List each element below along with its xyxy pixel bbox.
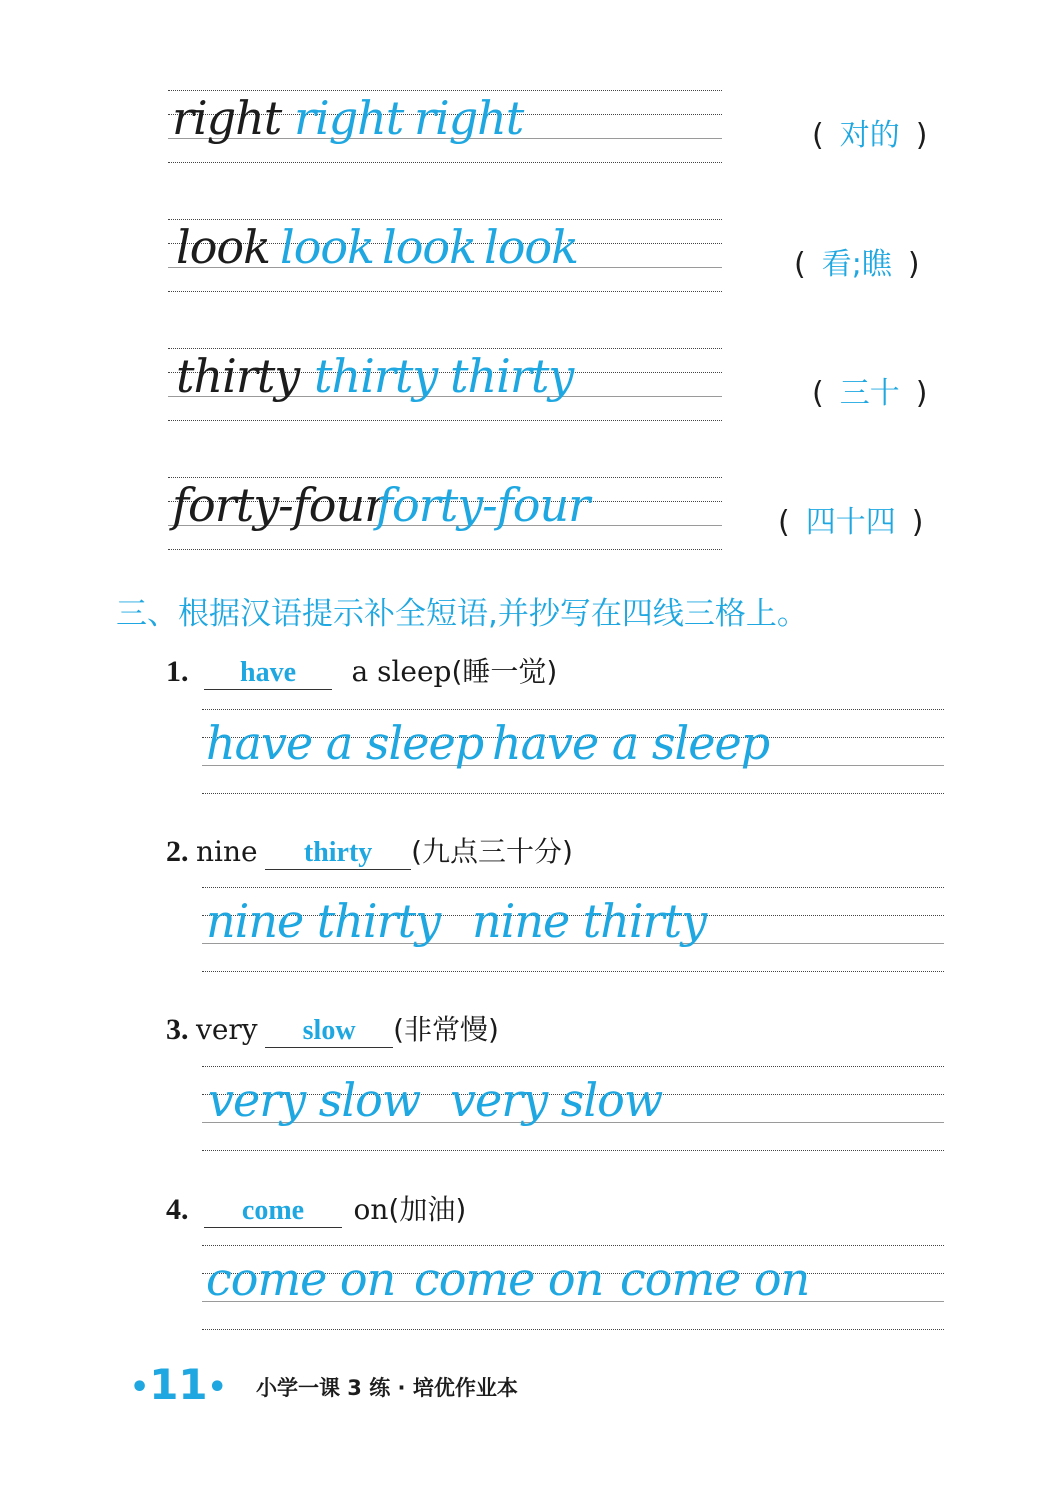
meaning-label: ( 四十四 )	[778, 505, 924, 540]
copy-word: look	[280, 220, 374, 274]
meaning-label: ( 对的 )	[812, 118, 928, 153]
question-number: 2.	[166, 835, 189, 868]
answer-blank: thirty	[265, 837, 411, 870]
copy-word: forty-four	[376, 478, 590, 532]
copy-word: thirty	[450, 349, 574, 403]
model-word: right	[172, 91, 282, 145]
copy-phrase: nine thirty	[472, 894, 707, 948]
meaning-answer: 三十	[839, 376, 900, 411]
copy-phrase: very slow	[450, 1073, 663, 1127]
question-number: 1.	[166, 655, 189, 688]
question-hint: (九点三十分)	[411, 835, 573, 868]
model-word: forty-four	[172, 478, 386, 532]
section-title: 三、根据汉语提示补全短语,并抄写在四线三格上。	[116, 596, 808, 632]
question-number: 4.	[166, 1193, 189, 1226]
question-4	[166, 1188, 466, 1228]
copy-word: thirty	[314, 349, 438, 403]
question-number: 3.	[166, 1013, 189, 1046]
copy-phrase: come on	[620, 1252, 810, 1306]
question-1	[166, 650, 557, 690]
copy-word: right	[294, 91, 404, 145]
page-number: •11•	[130, 1360, 227, 1409]
question-text: a sleep	[351, 655, 452, 688]
model-word: thirty	[176, 349, 300, 403]
question-text: nine	[196, 835, 258, 868]
copy-phrase: have a sleep	[206, 716, 484, 770]
model-word: look	[176, 220, 270, 274]
meaning-answer: 对的	[839, 118, 900, 153]
answer-blank: have	[204, 657, 332, 690]
copy-phrase: very slow	[208, 1073, 421, 1127]
copy-phrase: have a sleep	[492, 716, 770, 770]
copy-phrase: nine thirty	[206, 894, 441, 948]
copy-phrase: come on	[206, 1252, 396, 1306]
meaning-answer: 看;瞧	[821, 247, 892, 282]
question-3	[166, 1008, 499, 1048]
book-title: 小学一课 3 练 · 培优作业本	[256, 1376, 518, 1400]
copy-word: right	[414, 91, 524, 145]
meaning-label: ( 看;瞧 )	[794, 247, 920, 282]
question-hint: (非常慢)	[393, 1013, 499, 1046]
question-text: on	[353, 1193, 389, 1226]
question-hint: (加油)	[388, 1193, 467, 1226]
copy-word: look	[484, 220, 578, 274]
question-hint: (睡一觉)	[451, 655, 558, 688]
question-2	[166, 830, 573, 870]
meaning-answer: 四十四	[805, 505, 896, 540]
copy-phrase: come on	[414, 1252, 604, 1306]
copy-word: look	[382, 220, 476, 274]
question-text: very	[196, 1013, 258, 1046]
meaning-label: ( 三十 )	[812, 376, 928, 411]
answer-blank: slow	[265, 1015, 393, 1048]
answer-blank: come	[204, 1195, 342, 1228]
